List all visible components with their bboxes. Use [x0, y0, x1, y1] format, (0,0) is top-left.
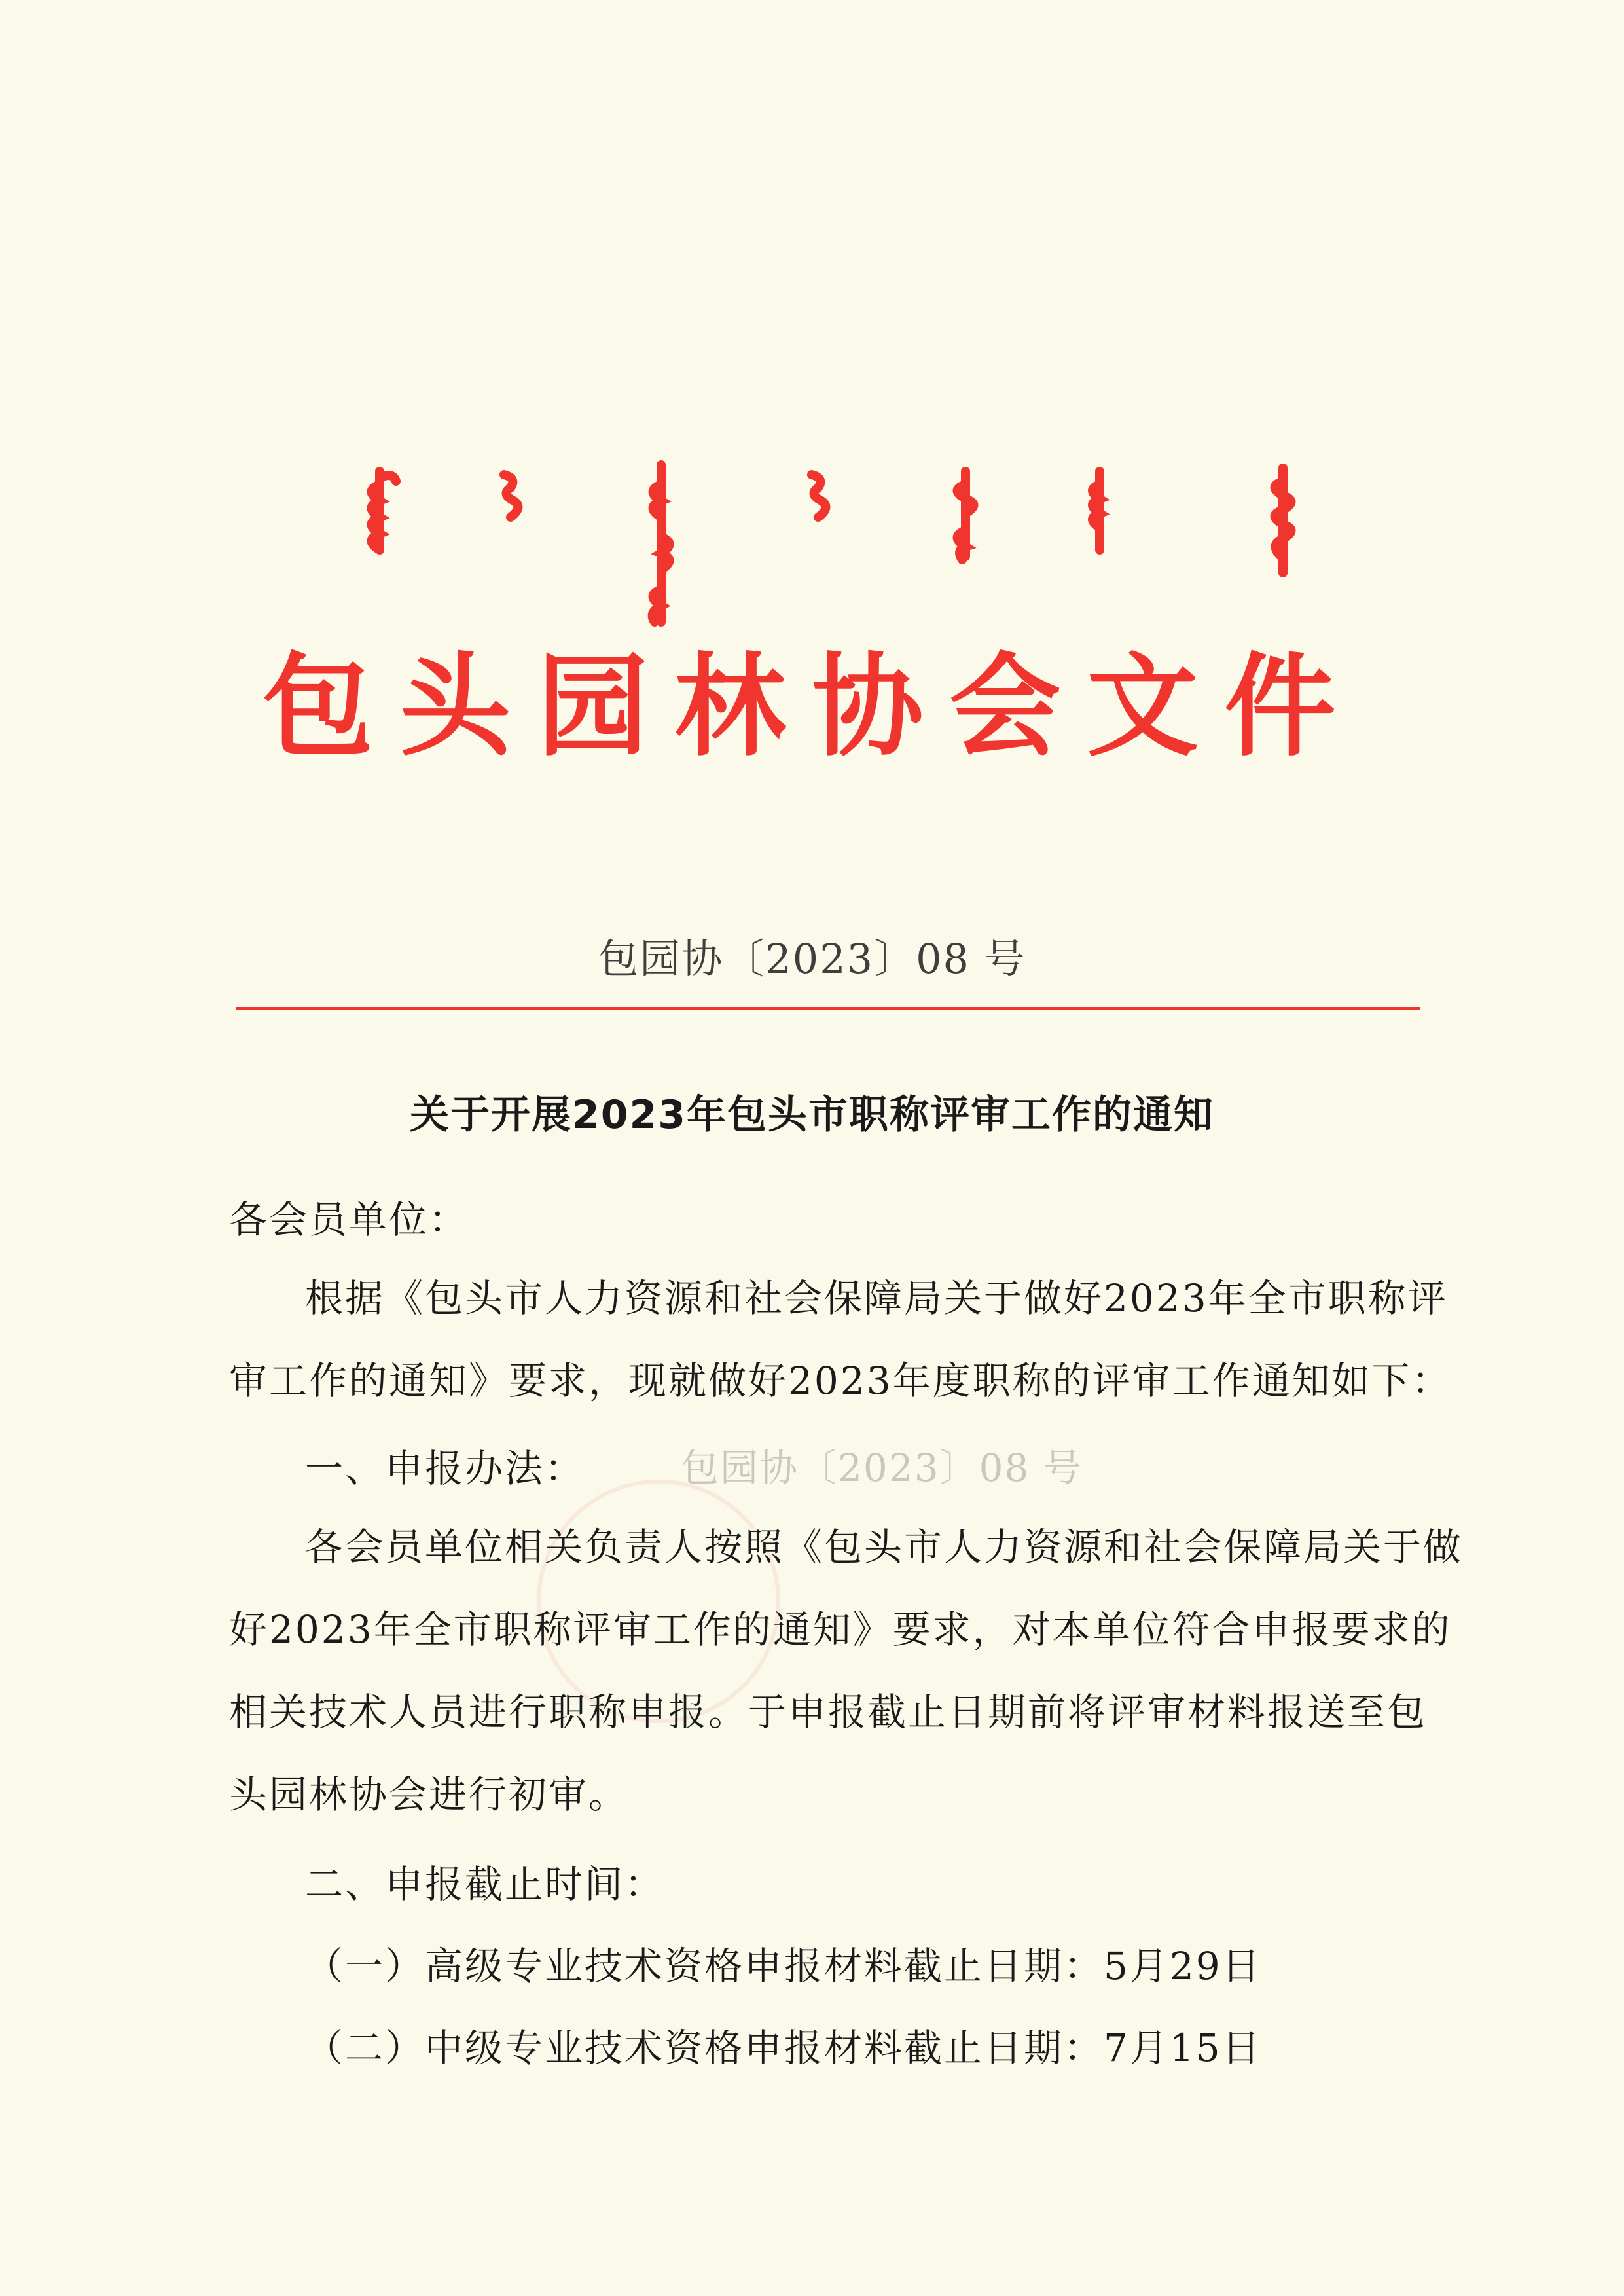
organization-document-title: 包头园林协会文件 [262, 642, 1362, 772]
section-1-body-text: 各会员单位相关负责人按照《包头市人力资源和社会保障局关于做好2023年全市职称评审工作的通知》要求，对本单位符合申报要求的相关技术人员进行职称申报。于申报截止日期前将评审材料报送至包头园林协会进行初审。 [229, 1525, 1464, 1817]
section-1-heading-text: 一、申报办法： [305, 1446, 585, 1491]
intro-paragraph [229, 1257, 1463, 1422]
ghost-document-number: 包园协〔2023〕08 号 [681, 1446, 1083, 1490]
red-divider-line [236, 1007, 1420, 1010]
document-number: 包园协〔2023〕08 号 [598, 935, 1026, 983]
deadline-intermediate-text: （二）中级专业技术资格申报材料截止日期：7月15日 [305, 2026, 1262, 2070]
salutation-text: 各会员单位： [229, 1197, 469, 1242]
section-2-heading [229, 1843, 1463, 1925]
notice-title: 关于开展2023年包头市职称评审工作的通知 [410, 1092, 1214, 1138]
section-2-heading-text: 二、申报截止时间： [305, 1862, 665, 1906]
deadline-intermediate [229, 2007, 1463, 2089]
section-1-heading [229, 1427, 1463, 1510]
deadline-senior-text: （一）高级专业技术资格申报材料截止日期：5月29日 [305, 1944, 1262, 1988]
section-1-body [229, 1506, 1463, 1836]
deadline-senior [229, 1925, 1463, 2007]
intro-text: 根据《包头市人力资源和社会保障局关于做好2023年全市职称评审工作的通知》要求，现就做好2023年度职称的评审工作通知如下： [229, 1276, 1452, 1403]
salutation [229, 1178, 1463, 1261]
mongolian-script-heading [353, 458, 1335, 655]
